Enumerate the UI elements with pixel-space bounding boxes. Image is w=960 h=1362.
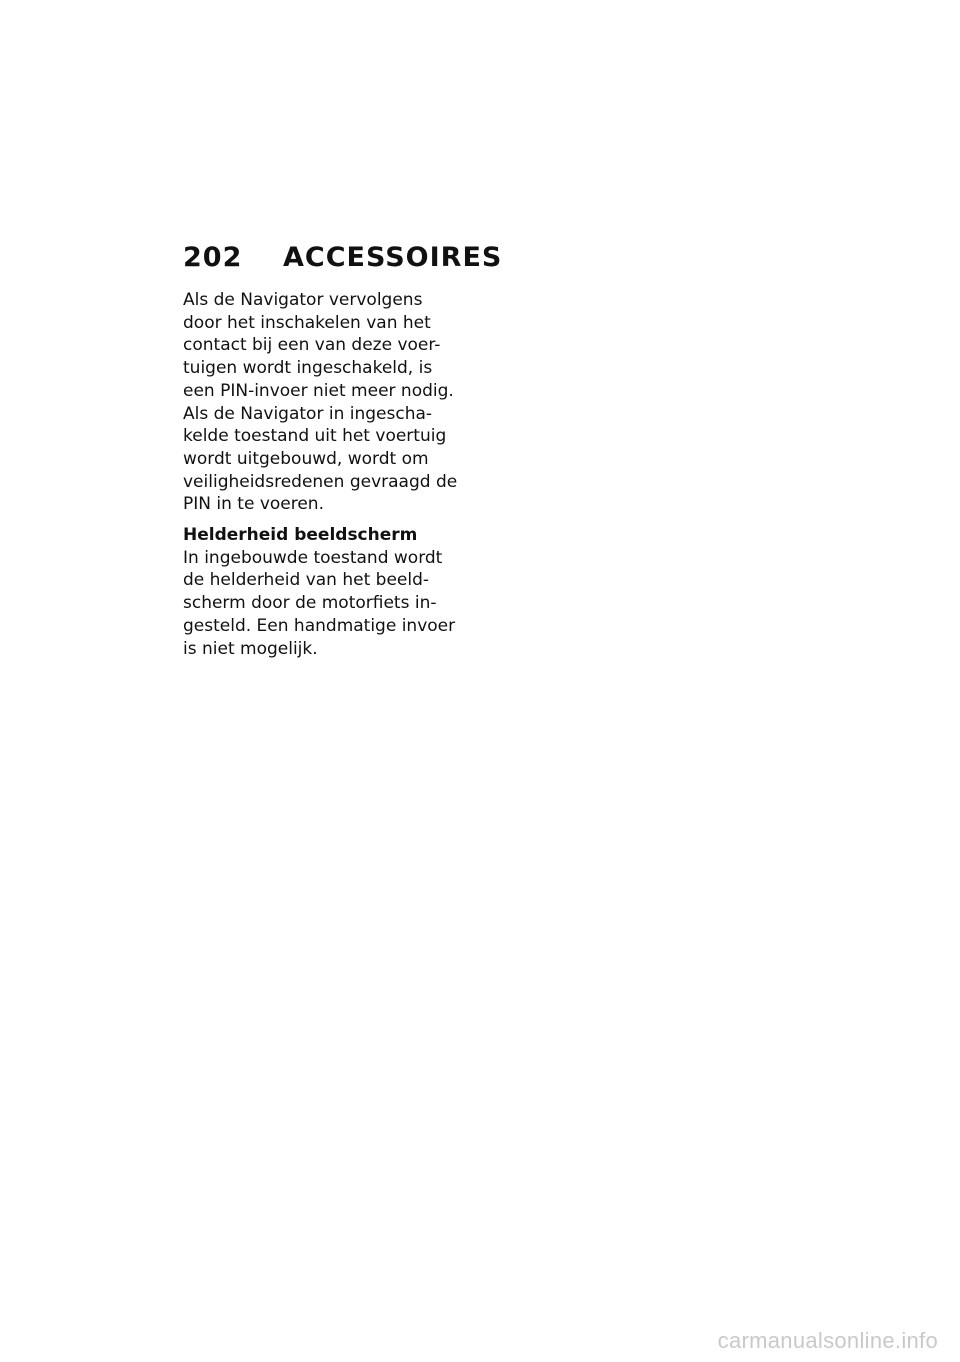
paragraph-navigator-pin — [183, 289, 483, 516]
section-heading: Helderheid beeldscherm — [183, 525, 418, 546]
text-line: scherm door de motorfiets in- — [183, 593, 437, 614]
text-line: gesteld. Een handmatige invoer — [183, 615, 456, 636]
text-line: veiligheidsredenen gevraagd de — [183, 471, 458, 492]
page-content — [183, 289, 483, 660]
text-line: tuigen wordt ingeschakeld, is — [183, 358, 433, 379]
text-line: is niet mogelijk. — [183, 638, 318, 659]
page-header — [183, 242, 502, 273]
text-line: contact bij een van deze voer- — [183, 335, 441, 356]
watermark: carmanualsonline.info — [717, 1328, 938, 1353]
text-line: In ingebouwde toestand wordt — [183, 547, 443, 568]
page-number: 202 — [183, 242, 243, 273]
text-line: wordt uitgebouwd, wordt om — [183, 448, 429, 469]
text-line: kelde toestand uit het voertuig — [183, 426, 447, 447]
chapter-title: ACCESSOIRES — [283, 242, 503, 273]
text-line: een PIN-invoer niet meer nodig. — [183, 380, 454, 401]
text-line: Als de Navigator vervolgens — [183, 290, 423, 310]
text-line: Als de Navigator in ingescha- — [183, 403, 433, 424]
paragraph-brightness — [183, 547, 483, 661]
text-line: door het inschakelen van het — [183, 312, 431, 333]
text-line: PIN in te voeren. — [183, 494, 324, 515]
text-line: de helderheid van het beeld- — [183, 570, 430, 591]
